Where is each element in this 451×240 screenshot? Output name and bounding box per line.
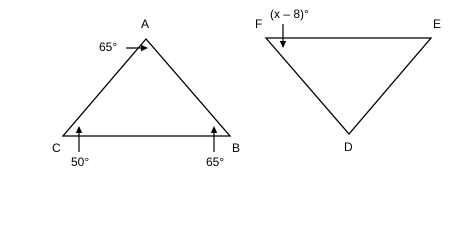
vertex-label-a: A	[141, 17, 150, 31]
angle-label-b: 65°	[206, 155, 225, 169]
angle-label-a: 65°	[99, 40, 118, 54]
triangle-def	[255, 7, 441, 154]
vertex-label-e: E	[433, 17, 442, 31]
triangle-def-outline	[266, 38, 431, 134]
vertex-label-c: C	[52, 141, 61, 155]
triangle-abc	[52, 17, 240, 169]
angle-label-f: (x – 8)°	[270, 7, 309, 21]
vertex-label-f: F	[255, 17, 263, 31]
triangle-abc-outline	[63, 39, 230, 136]
vertex-label-d: D	[344, 140, 353, 154]
angle-label-c: 50°	[71, 155, 90, 169]
vertex-label-b: B	[232, 141, 241, 155]
